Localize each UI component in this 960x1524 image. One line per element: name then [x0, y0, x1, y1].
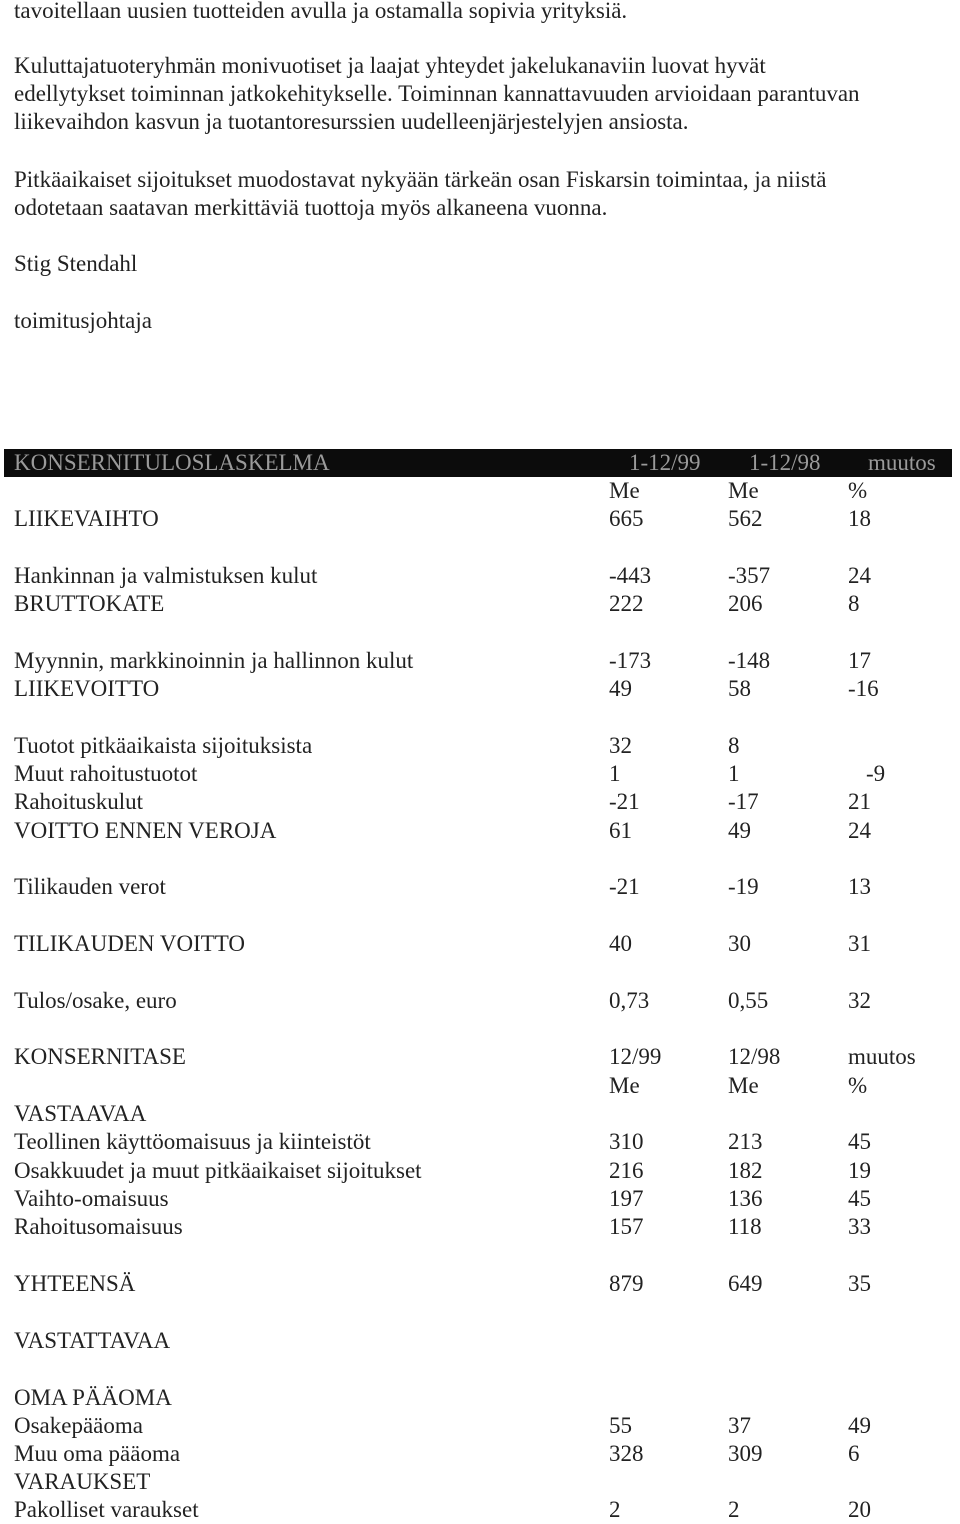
intro-paragraph-line: tavoitellaan uusien tuotteiden avulla ja ostamalla sopivia yrityksiä.: [14, 0, 628, 23]
balance-sheet-col2-header: 12/98: [728, 1044, 781, 1069]
table-row: [0, 1128, 960, 1156]
section-heading: VASTAAVAA: [14, 1101, 147, 1126]
intro-paragraph-line: liikevaihdon kasvun ja tuotantoresurssien uudelleenjärjestelyjen ansiosta.: [14, 109, 689, 134]
value-cell: 45: [848, 1129, 871, 1154]
value-cell: 45: [848, 1186, 871, 1211]
table-row: [0, 1185, 960, 1213]
row-label: Teollinen käyttöomaisuus ja kiinteistöt: [14, 1129, 371, 1154]
income-statement-col3-header: muutos: [868, 450, 936, 475]
row-label: Pakolliset varaukset: [14, 1497, 199, 1522]
value-cell: 24: [848, 818, 871, 843]
intro-paragraph-line: odotetaan saatavan merkittäviä tuottoja myös alkaneena vuonna.: [14, 195, 608, 220]
value-cell: 37: [728, 1413, 751, 1438]
value-cell: 31: [848, 931, 871, 956]
balance-sheet-header: [0, 1043, 960, 1071]
value-cell: 21: [848, 789, 871, 814]
table-row: [0, 590, 960, 618]
value-cell: -148: [728, 648, 771, 673]
balance-sheet-col1-header: 12/99: [609, 1044, 662, 1069]
row-label: LIIKEVOITTO: [14, 676, 160, 701]
signature-name: Stig Stendahl: [14, 251, 138, 276]
row-label: YHTEENSÄ: [14, 1271, 136, 1296]
value-cell: 879: [609, 1271, 644, 1296]
value-cell: 157: [609, 1214, 644, 1239]
row-label: Muu oma pääoma: [14, 1441, 181, 1466]
table-row: [0, 1213, 960, 1241]
value-cell: 309: [728, 1441, 763, 1466]
unit-cell: Me: [609, 478, 640, 503]
table-row: [0, 817, 960, 845]
value-cell: -16: [848, 676, 879, 701]
value-cell: 33: [848, 1214, 871, 1239]
value-cell: 8: [848, 591, 860, 616]
value-cell: 24: [848, 563, 871, 588]
intro-paragraph-line: Kuluttajatuoteryhmän monivuotiset ja laajat yhteydet jakelukanaviin luovat hyvät: [14, 53, 766, 78]
unit-cell: %: [848, 1073, 868, 1098]
unit-cell: Me: [728, 478, 759, 503]
row-label: Osakepääoma: [14, 1413, 143, 1438]
value-cell: 55: [609, 1413, 632, 1438]
value-cell: 49: [728, 818, 751, 843]
table-row: [0, 647, 960, 675]
value-cell: 136: [728, 1186, 763, 1211]
section-heading: OMA PÄÄOMA: [14, 1385, 172, 1410]
value-cell: 2: [609, 1497, 621, 1522]
value-cell: 17: [848, 648, 871, 673]
value-cell: 8: [728, 733, 740, 758]
income-statement-col2-header: 1-12/98: [749, 450, 821, 475]
value-cell: 32: [609, 733, 632, 758]
value-cell: 182: [728, 1158, 763, 1183]
table-row: [0, 1440, 960, 1468]
balance-sheet-col3-header: muutos: [848, 1044, 916, 1069]
assets-total-row: [0, 1270, 960, 1298]
value-cell: 206: [728, 591, 763, 616]
value-cell: 649: [728, 1271, 763, 1296]
table-row: [0, 732, 960, 760]
row-label: VOITTO ENNEN VEROJA: [14, 818, 277, 843]
table-row: [0, 1157, 960, 1185]
value-cell: 18: [848, 506, 871, 531]
row-label: Tulos/osake, euro: [14, 988, 177, 1013]
value-cell: 19: [848, 1158, 871, 1183]
value-cell: 20: [848, 1497, 871, 1522]
row-label: Vaihto-omaisuus: [14, 1186, 169, 1211]
reserves-heading: [0, 1468, 960, 1496]
value-cell: 216: [609, 1158, 644, 1183]
unit-cell: %: [848, 478, 868, 503]
row-label: Muut rahoitustuotot: [14, 761, 198, 786]
table-row: [0, 788, 960, 816]
value-cell: 213: [728, 1129, 763, 1154]
table-row: [0, 562, 960, 590]
value-cell: 61: [609, 818, 632, 843]
assets-heading: [0, 1100, 960, 1128]
unit-cell: Me: [609, 1073, 640, 1098]
row-label: Rahoitusomaisuus: [14, 1214, 183, 1239]
table-row: [0, 1412, 960, 1440]
intro-paragraph-line: edellytykset toiminnan jatkokehitykselle. Toiminnan kannattavuuden arvioidaan parantuvan: [14, 81, 860, 106]
value-cell: -443: [609, 563, 652, 588]
value-cell: -19: [728, 874, 759, 899]
row-label: Tuotot pitkäaikaista sijoituksista: [14, 733, 313, 758]
value-cell: 30: [728, 931, 751, 956]
value-cell: -9: [866, 761, 886, 786]
balance-sheet-title: KONSERNITASE: [14, 1044, 186, 1069]
value-cell: 32: [848, 988, 871, 1013]
value-cell: 118: [728, 1214, 762, 1239]
row-label: Hankinnan ja valmistuksen kulut: [14, 563, 318, 588]
income-statement-header: [4, 449, 952, 477]
row-label: Tilikauden verot: [14, 874, 166, 899]
value-cell: 197: [609, 1186, 644, 1211]
value-cell: 0,55: [728, 988, 769, 1013]
value-cell: 35: [848, 1271, 871, 1296]
value-cell: 328: [609, 1441, 644, 1466]
row-label: LIIKEVAIHTO: [14, 506, 159, 531]
value-cell: 58: [728, 676, 751, 701]
value-cell: -357: [728, 563, 771, 588]
row-label: Osakkuudet ja muut pitkäaikaiset sijoitukset: [14, 1158, 422, 1183]
value-cell: 222: [609, 591, 644, 616]
section-heading: VASTATTAVAA: [14, 1328, 171, 1353]
section-heading: VARAUKSET: [14, 1469, 151, 1494]
value-cell: -21: [609, 789, 640, 814]
value-cell: 562: [728, 506, 763, 531]
value-cell: 1: [609, 761, 621, 786]
unit-cell: Me: [728, 1073, 759, 1098]
balance-sheet-units-row: [0, 1072, 960, 1100]
income-statement-units-row: [0, 477, 960, 505]
value-cell: 1: [728, 761, 740, 786]
income-statement-title: KONSERNITULOSLASKELMA: [14, 450, 330, 475]
table-row: [0, 760, 960, 788]
value-cell: -173: [609, 648, 652, 673]
table-row: [0, 675, 960, 703]
value-cell: 40: [609, 931, 632, 956]
value-cell: 665: [609, 506, 644, 531]
income-statement-col1-header: 1-12/99: [629, 450, 701, 475]
intro-paragraph-line: Pitkäaikaiset sijoitukset muodostavat nykyään tärkeän osan Fiskarsin toimintaa, ja niistä: [14, 167, 827, 192]
value-cell: 49: [848, 1413, 871, 1438]
liabilities-heading: [0, 1327, 960, 1355]
value-cell: -17: [728, 789, 759, 814]
row-label: BRUTTOKATE: [14, 591, 165, 616]
table-row: [0, 505, 960, 533]
value-cell: 310: [609, 1129, 644, 1154]
table-row: [0, 873, 960, 901]
value-cell: 6: [848, 1441, 860, 1466]
table-row: [0, 1496, 960, 1524]
value-cell: 49: [609, 676, 632, 701]
value-cell: 2: [728, 1497, 740, 1522]
value-cell: -21: [609, 874, 640, 899]
row-label: Rahoituskulut: [14, 789, 144, 814]
equity-heading: [0, 1384, 960, 1412]
signature-title: toimitusjohtaja: [14, 308, 152, 333]
value-cell: 0,73: [609, 988, 650, 1013]
row-label: TILIKAUDEN VOITTO: [14, 931, 246, 956]
table-row: [0, 987, 960, 1015]
value-cell: 13: [848, 874, 871, 899]
row-label: Myynnin, markkinoinnin ja hallinnon kulut: [14, 648, 414, 673]
table-row: [0, 930, 960, 958]
